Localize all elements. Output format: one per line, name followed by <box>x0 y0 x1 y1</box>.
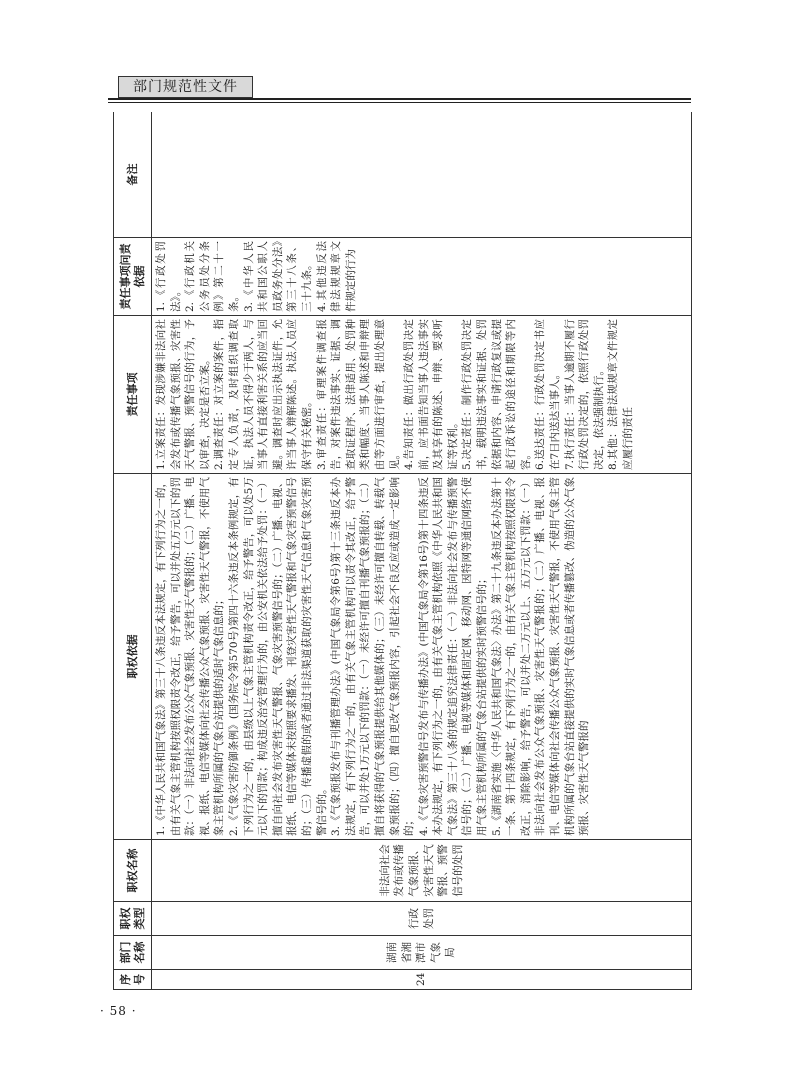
table-header-row <box>114 112 152 990</box>
cell-dept: 湖南省湘潭市气象局 <box>152 936 692 970</box>
duty-basis-item: 1.《行政处罚法》。 <box>155 241 182 312</box>
header-name: 职权名称 <box>114 840 152 902</box>
duty-item: 4.告知责任：做出行政处罚决定前，应书面告知当事人违法事实及其享有的陈述、申辩、要求听证等权利。 <box>403 319 459 470</box>
header-duty: 责任事项 <box>114 316 152 474</box>
cell-duty-basis <box>152 238 692 316</box>
rotated-table <box>113 112 692 990</box>
page-number: · 58 · <box>100 1004 137 1018</box>
header-dept: 部门名称 <box>114 936 152 970</box>
header-rule-thick <box>108 98 691 100</box>
rotated-table-wrapper <box>113 112 692 990</box>
cell-type: 行政处罚 <box>152 902 692 936</box>
duty-item: 6.送达责任：行政处罚决定书应在7日内送达当事人。 <box>534 319 562 470</box>
duty-basis-item: 4.其他违反法律法规规章文件规定的行为 <box>315 241 357 312</box>
basis-item: 5.《湖南省实施〈中华人民共和国气象法〉办法》第二十九条违反本办法第十一条、第十四条规定，有下列行为之一的，由有关气象主管机构按照权限责令改正，消除影响，给予警告，可以并处二万元以上、五万元以下罚款：（一）非法向社会发布公众气象预报、灾害性天气警报的；（二）广播、电视、报刊、电信等媒体向社会传播公众气象预报、灾害性天气警报，不使用气象主管机构所属的气象台站直接提供的实时气象信息或者传播篡改、伪造的公众气象预报、灾害性天气警报的 <box>490 477 591 836</box>
cell-seq: 24 <box>152 970 692 990</box>
basis-item: 1.《中华人民共和国气象法》第三十八条违反本法规定，有下列行为之一的，由有关气象主管机构按照权限责令改正，给予警告，可以并处五万元以下的罚款：（一）非法向社会发布公众气象预报、灾害性天气警报的；（二）广播、电视、报纸、电信等媒体向社会传播公众气象预报、灾害性天气警报，不使用气象主管机构所属的气象台站提供的适时气象信息的； <box>155 477 226 836</box>
header-type: 职权类型 <box>114 902 152 936</box>
section-header-title: 部门规范性文件 <box>118 76 253 98</box>
duty-item: 2.调查责任：对立案的案件，指定专人负责，及时组织调查取证，执法人员不得少于两人，与当事人有直接利害关系的应当回避。调查时应出示执法证件，允许当事人辩解陈述。执法人员应保守有关秘密。 <box>213 319 313 470</box>
duty-item: 7.执行责任：当事人逾期不履行行政处罚决定的，依照行政处罚决定，依法强制执行。 <box>563 319 605 470</box>
header-duty-basis: 责任事项问责依据 <box>114 238 152 316</box>
duty-item: 3.审查责任：审理案件调查报告，对案件违法事实、证据、调查取证程序、法律适用、处罚种类和幅度、当事人陈述和申辩理由等方面进行审查，提出处理意见。 <box>315 319 401 470</box>
authority-table <box>113 112 692 990</box>
table-row <box>152 112 692 990</box>
cell-name: 非法向社会发布或传播气象预报、灾害性天气警报、预警信号的处罚 <box>152 840 692 902</box>
duty-item: 1.立案责任：发现涉嫌非法向社会发布或传播气象预报、灾害性天气警报、预警信号的行为，予以审查，决定是否立案。 <box>155 319 211 470</box>
duty-item: 5.决定责任：制作行政处罚决定书，载明违法事实和证据、处罚依据和内容、申请行政复议或提起行政诉讼的途径和期限等内容。 <box>461 319 532 470</box>
basis-item: 4.《气象灾害预警信号发布与传播办法》(中国气象局令第16号)第十四条违反本办法规定，有下列行为之一的，由有关气象主管机构依照《中华人民共和国气象法》第三十八条的规定追究法律责任：（一）非法向社会发布与传播预警信号的；（二）广播、电视等媒体和固定网、移动网、因特网等通信网络不使用气象主管机构所属的气象台站提供的实时预警信号的； <box>417 477 489 836</box>
duty-basis-item: 2.《行政机关公务员处分条例》第二十一条。 <box>184 241 240 312</box>
duty-basis-item: 3.《中华人民共和国公职人员政务处分法》第三十八条、三十九条。 <box>242 241 313 312</box>
cell-duty <box>152 316 692 474</box>
header-seq: 序号 <box>114 970 152 990</box>
cell-remark <box>152 112 692 238</box>
header-rule-thin <box>108 102 691 103</box>
cell-basis <box>152 474 692 840</box>
duty-item: 8.其他：法律法规规章文件规定应履行的责任 <box>607 319 634 470</box>
header-basis: 职权依据 <box>114 474 152 840</box>
basis-item: 3.《气象预报发布与刊播管理办法》(中国气象局令第6号)第十三条违反本办法规定，有下列行为之一的，由有关气象主管机构可以责令其改正，给予警告，可以并处1万元以下的罚款：（一）未经许可擅自刊播气象预报的；（二）擅自将获得的气象预报提供给其他媒体的；（三）未经许可擅自转载、转载气象预报的；（四）擅自更改气象预报内容，引起社会不良反应或造成一定影响的； <box>330 477 416 836</box>
basis-item: 2.《气象灾害防御条例》(国务院令第570号)第四十六条违反本条例规定，有下列行为之一的，由县级以上气象主管机构责令改正，给予警告，可以处5万元以下的罚款；构成违反治安管理行为的，由公安机关依法给予处罚：（一）擅自向社会发布灾害性天气警报、气象灾害预警信号的；（二）广播、电视、报纸、电信等媒体未按照要求播发、刊登灾害性天气警报和气象灾害预警信号的；（三）传播虚假的或者通过非法渠道获取的灾害性天气信息和气象灾害预警信号的。 <box>227 477 328 836</box>
header-remark: 备注 <box>114 112 152 238</box>
